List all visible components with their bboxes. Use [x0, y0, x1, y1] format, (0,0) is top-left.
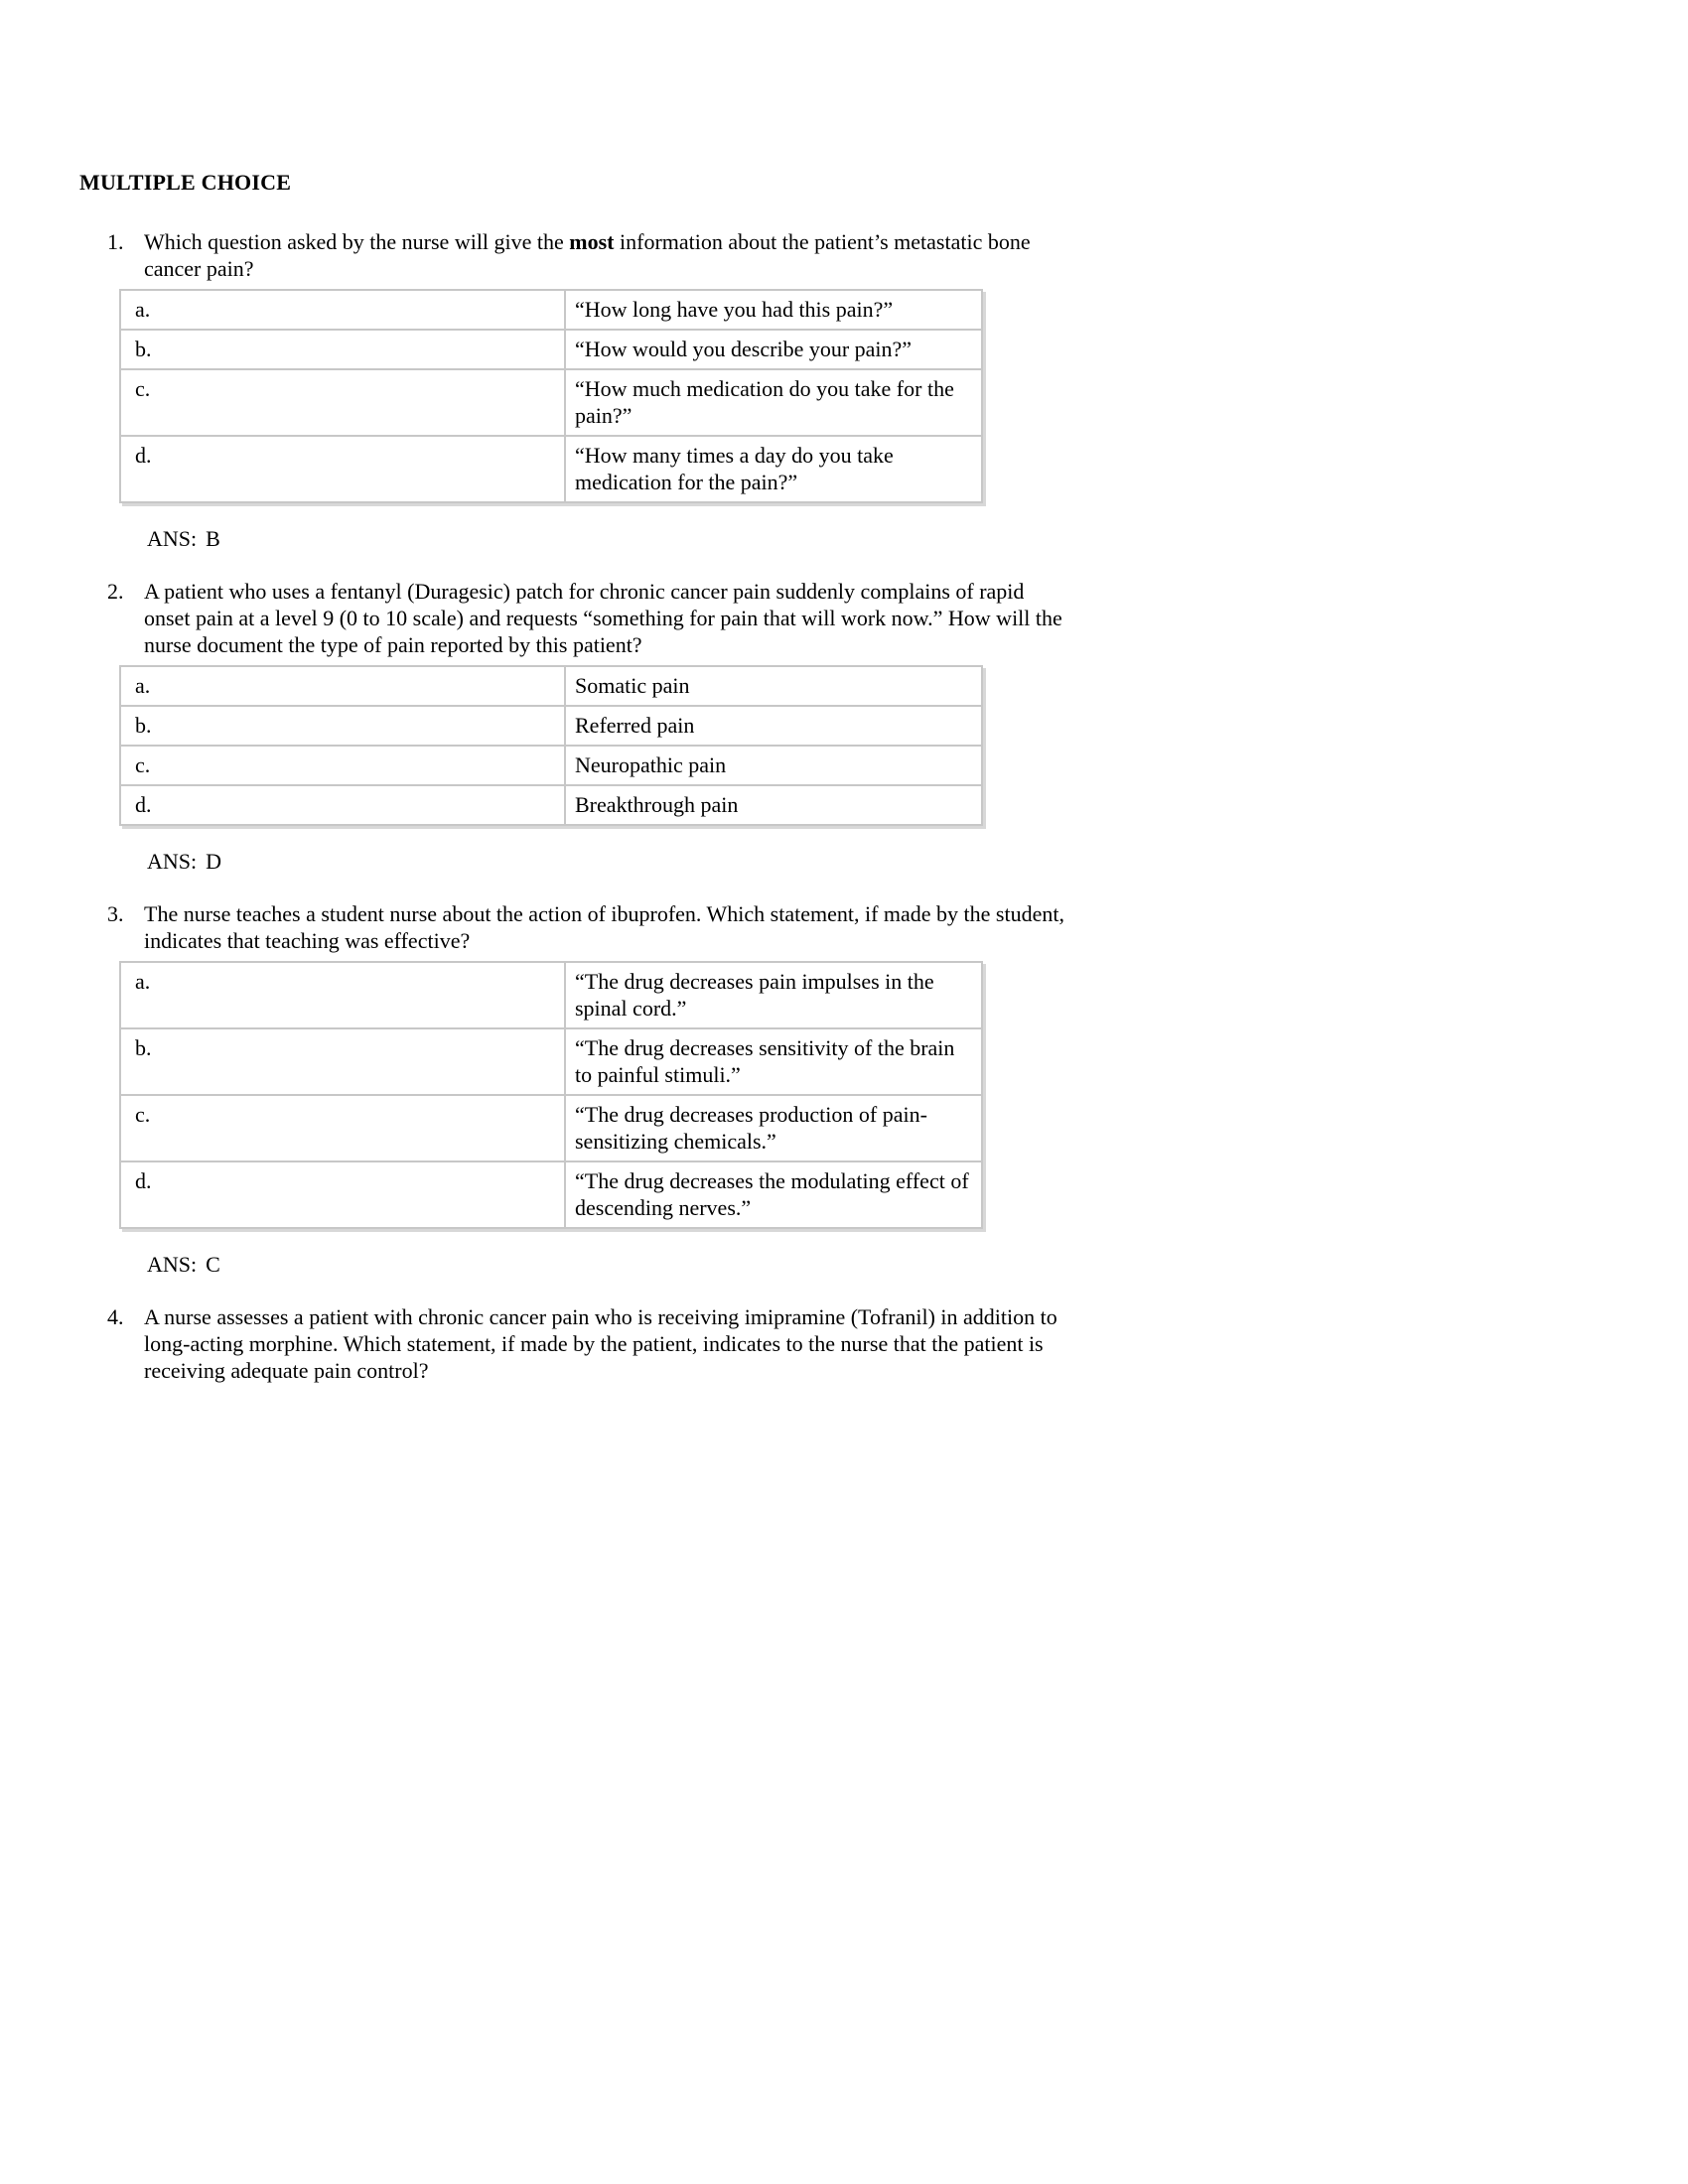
answer-value: B: [206, 526, 220, 551]
question-4-stem: [79, 1303, 1609, 1384]
option-letter: d.: [120, 1161, 565, 1228]
question-3-answer-line: [147, 1251, 1609, 1278]
option-text: Somatic pain: [565, 666, 982, 706]
answer-value: D: [206, 849, 222, 874]
option-row: [120, 746, 982, 785]
option-letter: b.: [120, 706, 565, 746]
option-letter: a.: [120, 962, 565, 1028]
question-4-text: A nurse assesses a patient with chronic cancer pain who is receiving imipramine (Tofranil) in addition to long-acting morphine. Which statement, if made by the patient, indicates to the nurse that the patient is receiving adequate pain control?: [144, 1304, 1057, 1383]
option-row: [120, 785, 982, 825]
question-1-options-table: [119, 289, 983, 503]
question-3-stem: [79, 900, 1609, 954]
option-text: “The drug decreases pain impulses in the spinal cord.”: [565, 962, 982, 1028]
section-title: MULTIPLE CHOICE: [79, 170, 292, 195]
option-text: “How long have you had this pain?”: [565, 290, 982, 330]
question-1-answer-line: [147, 525, 1609, 552]
option-row: [120, 1161, 982, 1228]
answer-value: C: [206, 1252, 220, 1277]
question-1-text: [144, 228, 1075, 282]
option-row: [120, 290, 982, 330]
answer-label: ANS:: [147, 1252, 198, 1277]
option-row: [120, 962, 982, 1028]
question-4: [79, 1303, 1609, 1384]
option-letter: c.: [120, 746, 565, 785]
question-2-options-table: [119, 665, 983, 826]
option-letter: c.: [120, 369, 565, 436]
option-text: “The drug decreases the modulating effect of descending nerves.”: [565, 1161, 982, 1228]
option-row: [120, 1028, 982, 1095]
option-text: “How would you describe your pain?”: [565, 330, 982, 369]
option-text: “The drug decreases sensitivity of the brain to painful stimuli.”: [565, 1028, 982, 1095]
option-text: “How much medication do you take for the pain?”: [565, 369, 982, 436]
option-text: “The drug decreases production of pain-sensitizing chemicals.”: [565, 1095, 982, 1161]
question-3-options-table: [119, 961, 983, 1229]
option-letter: c.: [120, 1095, 565, 1161]
question-2: [79, 578, 1609, 875]
question-1-stem: [79, 228, 1609, 282]
option-row: [120, 666, 982, 706]
question-2-answer-line: [147, 848, 1609, 875]
option-row: [120, 706, 982, 746]
option-text: Referred pain: [565, 706, 982, 746]
question-3: [79, 900, 1609, 1278]
option-row: [120, 369, 982, 436]
option-row: [120, 1095, 982, 1161]
option-letter: b.: [120, 1028, 565, 1095]
option-row: [120, 330, 982, 369]
question-1: [79, 228, 1609, 552]
question-2-stem: [79, 578, 1609, 658]
question-1-number: 1.: [107, 229, 124, 254]
option-row: [120, 436, 982, 502]
option-letter: a.: [120, 290, 565, 330]
answer-label: ANS:: [147, 526, 198, 551]
question-1-text-bold: most: [569, 229, 615, 254]
option-text: “How many times a day do you take medication for the pain?”: [565, 436, 982, 502]
question-3-text: The nurse teaches a student nurse about the action of ibuprofen. Which statement, if made by the student, indicates that teaching was effective?: [144, 901, 1064, 953]
option-letter: d.: [120, 785, 565, 825]
question-2-text: A patient who uses a fentanyl (Duragesic) patch for chronic cancer pain suddenly complains of rapid onset pain at a level 9 (0 to 10 scale) and requests “something for pain that will work now.” How will the nurse document the type of pain reported by this patient?: [144, 579, 1062, 657]
question-1-text-post: information about the patient’s metastatic bone cancer pain?: [144, 229, 1031, 281]
question-1-text-pre: Which question asked by the nurse will give the: [144, 229, 570, 254]
option-letter: a.: [120, 666, 565, 706]
answer-label: ANS:: [147, 849, 198, 874]
option-letter: d.: [120, 436, 565, 502]
question-2-number: 2.: [107, 579, 124, 604]
option-text: Neuropathic pain: [565, 746, 982, 785]
question-4-number: 4.: [107, 1304, 124, 1329]
option-text: Breakthrough pain: [565, 785, 982, 825]
option-letter: b.: [120, 330, 565, 369]
question-3-number: 3.: [107, 901, 124, 926]
